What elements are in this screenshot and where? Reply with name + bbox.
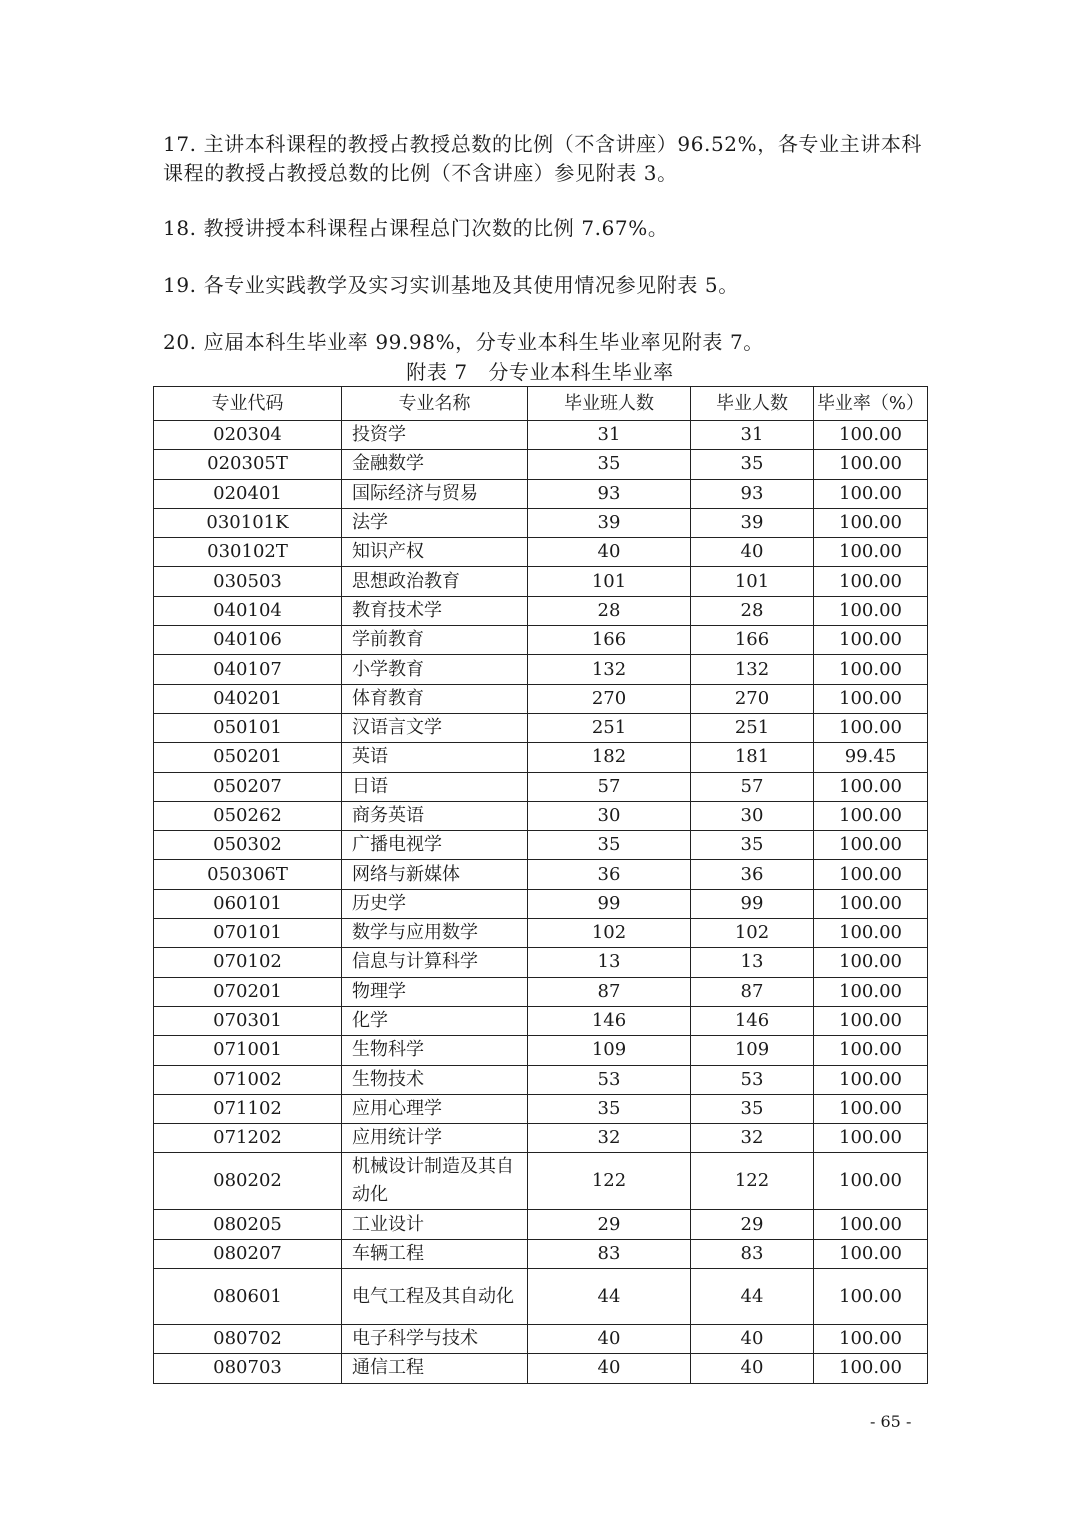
cell-class-size: 35	[528, 450, 691, 479]
cell-major-code: 071002	[154, 1065, 342, 1094]
cell-class-size: 87	[528, 977, 691, 1006]
cell-graduation-rate: 100.00	[814, 626, 928, 655]
cell-major-code: 050201	[154, 743, 342, 772]
cell-graduation-rate: 100.00	[814, 684, 928, 713]
cell-class-size: 93	[528, 479, 691, 508]
cell-major-name: 数学与应用数学	[342, 919, 528, 948]
table-row	[154, 1006, 928, 1035]
cell-class-size: 166	[528, 626, 691, 655]
cell-major-name: 金融数学	[342, 450, 528, 479]
cell-graduates: 122	[691, 1153, 814, 1210]
table-row	[154, 1269, 928, 1325]
cell-graduates: 31	[691, 421, 814, 450]
cell-graduates: 53	[691, 1065, 814, 1094]
cell-major-code: 030101K	[154, 508, 342, 537]
cell-graduation-rate: 100.00	[814, 801, 928, 830]
cell-major-code: 070101	[154, 919, 342, 948]
cell-class-size: 57	[528, 772, 691, 801]
cell-major-name: 小学教育	[342, 655, 528, 684]
header-graduates: 毕业人数	[691, 387, 814, 421]
cell-class-size: 35	[528, 831, 691, 860]
cell-major-name: 思想政治教育	[342, 567, 528, 596]
cell-major-code: 071102	[154, 1094, 342, 1123]
cell-graduation-rate: 100.00	[814, 1354, 928, 1383]
cell-class-size: 53	[528, 1065, 691, 1094]
cell-graduation-rate: 100.00	[814, 1036, 928, 1065]
cell-graduates: 29	[691, 1210, 814, 1239]
cell-graduation-rate: 100.00	[814, 1006, 928, 1035]
table-row	[154, 1325, 928, 1354]
cell-class-size: 122	[528, 1153, 691, 1210]
table-row	[154, 743, 928, 772]
cell-graduation-rate: 100.00	[814, 1153, 928, 1210]
cell-major-code: 050262	[154, 801, 342, 830]
cell-major-code: 040107	[154, 655, 342, 684]
cell-major-code: 070301	[154, 1006, 342, 1035]
cell-graduates: 28	[691, 596, 814, 625]
cell-graduates: 270	[691, 684, 814, 713]
cell-graduates: 40	[691, 1354, 814, 1383]
cell-major-code: 070102	[154, 948, 342, 977]
cell-graduates: 13	[691, 948, 814, 977]
table-row	[154, 508, 928, 537]
page-number: - 65 -	[870, 1412, 912, 1431]
cell-major-name: 车辆工程	[342, 1239, 528, 1268]
cell-graduation-rate: 100.00	[814, 538, 928, 567]
table-row	[154, 1094, 928, 1123]
cell-graduation-rate: 100.00	[814, 1065, 928, 1094]
cell-graduation-rate: 100.00	[814, 508, 928, 537]
table-row	[154, 450, 928, 479]
cell-major-name: 知识产权	[342, 538, 528, 567]
cell-class-size: 101	[528, 567, 691, 596]
cell-major-name: 电气工程及其自动化	[342, 1269, 528, 1325]
table-row	[154, 860, 928, 889]
cell-graduation-rate: 100.00	[814, 1210, 928, 1239]
cell-graduates: 32	[691, 1124, 814, 1153]
cell-class-size: 83	[528, 1239, 691, 1268]
cell-class-size: 146	[528, 1006, 691, 1035]
paragraph-18: 18. 教授讲授本科课程占课程总门次数的比例 7.67%。	[163, 216, 669, 240]
cell-major-code: 060101	[154, 889, 342, 918]
table-row	[154, 596, 928, 625]
paragraph-19: 19. 各专业实践教学及实习实训基地及其使用情况参见附表 5。	[163, 273, 739, 297]
table-body	[154, 421, 928, 1384]
cell-class-size: 251	[528, 713, 691, 742]
table-row	[154, 1124, 928, 1153]
cell-major-code: 040104	[154, 596, 342, 625]
cell-class-size: 40	[528, 538, 691, 567]
table-row	[154, 538, 928, 567]
cell-class-size: 28	[528, 596, 691, 625]
cell-major-name: 网络与新媒体	[342, 860, 528, 889]
cell-graduates: 146	[691, 1006, 814, 1035]
cell-class-size: 102	[528, 919, 691, 948]
cell-major-name: 通信工程	[342, 1354, 528, 1383]
cell-graduates: 40	[691, 1325, 814, 1354]
cell-major-name: 信息与计算科学	[342, 948, 528, 977]
table-row	[154, 479, 928, 508]
cell-graduation-rate: 100.00	[814, 889, 928, 918]
cell-graduates: 39	[691, 508, 814, 537]
cell-graduation-rate: 99.45	[814, 743, 928, 772]
cell-major-code: 050207	[154, 772, 342, 801]
cell-class-size: 40	[528, 1325, 691, 1354]
header-class-size: 毕业班人数	[528, 387, 691, 421]
cell-graduates: 166	[691, 626, 814, 655]
cell-class-size: 13	[528, 948, 691, 977]
cell-graduates: 35	[691, 450, 814, 479]
table-row	[154, 919, 928, 948]
cell-major-name: 机械设计制造及其自动化	[342, 1153, 528, 1210]
cell-graduation-rate: 100.00	[814, 1124, 928, 1153]
cell-major-code: 080205	[154, 1210, 342, 1239]
cell-major-name: 工业设计	[342, 1210, 528, 1239]
table-row	[154, 567, 928, 596]
graduation-rate-table	[153, 386, 928, 1384]
cell-graduation-rate: 100.00	[814, 772, 928, 801]
table-row	[154, 831, 928, 860]
cell-major-name: 日语	[342, 772, 528, 801]
cell-major-code: 020305T	[154, 450, 342, 479]
cell-graduation-rate: 100.00	[814, 919, 928, 948]
cell-major-code: 040106	[154, 626, 342, 655]
cell-major-name: 化学	[342, 1006, 528, 1035]
cell-major-code: 080703	[154, 1354, 342, 1383]
table-row	[154, 977, 928, 1006]
cell-major-name: 应用统计学	[342, 1124, 528, 1153]
cell-class-size: 35	[528, 1094, 691, 1123]
cell-major-code: 050101	[154, 713, 342, 742]
cell-major-code: 020401	[154, 479, 342, 508]
cell-class-size: 99	[528, 889, 691, 918]
paragraph-20: 20. 应届本科生毕业率 99.98%，分专业本科生毕业率见附表 7。	[163, 330, 764, 354]
cell-graduation-rate: 100.00	[814, 1094, 928, 1123]
cell-major-code: 050302	[154, 831, 342, 860]
cell-class-size: 132	[528, 655, 691, 684]
cell-major-name: 应用心理学	[342, 1094, 528, 1123]
header-major-name: 专业名称	[342, 387, 528, 421]
table-row	[154, 948, 928, 977]
cell-graduation-rate: 100.00	[814, 421, 928, 450]
cell-major-code: 020304	[154, 421, 342, 450]
table-row	[154, 1065, 928, 1094]
cell-class-size: 30	[528, 801, 691, 830]
cell-class-size: 39	[528, 508, 691, 537]
cell-major-name: 历史学	[342, 889, 528, 918]
cell-class-size: 36	[528, 860, 691, 889]
cell-graduates: 57	[691, 772, 814, 801]
cell-major-code: 040201	[154, 684, 342, 713]
table-row	[154, 626, 928, 655]
cell-major-code: 030503	[154, 567, 342, 596]
cell-class-size: 29	[528, 1210, 691, 1239]
cell-class-size: 44	[528, 1269, 691, 1325]
cell-graduates: 87	[691, 977, 814, 1006]
cell-major-name: 学前教育	[342, 626, 528, 655]
table-row	[154, 1239, 928, 1268]
cell-graduates: 102	[691, 919, 814, 948]
cell-graduates: 132	[691, 655, 814, 684]
cell-graduation-rate: 100.00	[814, 1239, 928, 1268]
cell-graduation-rate: 100.00	[814, 1269, 928, 1325]
cell-graduation-rate: 100.00	[814, 596, 928, 625]
cell-graduates: 35	[691, 831, 814, 860]
cell-class-size: 40	[528, 1354, 691, 1383]
cell-graduation-rate: 100.00	[814, 567, 928, 596]
cell-graduates: 93	[691, 479, 814, 508]
cell-graduation-rate: 100.00	[814, 831, 928, 860]
table-row	[154, 1354, 928, 1383]
cell-major-name: 法学	[342, 508, 528, 537]
cell-major-name: 电子科学与技术	[342, 1325, 528, 1354]
cell-major-name: 生物科学	[342, 1036, 528, 1065]
table-row	[154, 655, 928, 684]
cell-major-code: 030102T	[154, 538, 342, 567]
cell-major-name: 生物技术	[342, 1065, 528, 1094]
table-row	[154, 421, 928, 450]
header-graduation-rate: 毕业率（%）	[814, 387, 928, 421]
table-row	[154, 1210, 928, 1239]
cell-major-name: 国际经济与贸易	[342, 479, 528, 508]
cell-major-name: 物理学	[342, 977, 528, 1006]
cell-graduates: 36	[691, 860, 814, 889]
cell-major-name: 商务英语	[342, 801, 528, 830]
cell-class-size: 270	[528, 684, 691, 713]
cell-graduates: 101	[691, 567, 814, 596]
cell-graduates: 40	[691, 538, 814, 567]
cell-major-code: 080601	[154, 1269, 342, 1325]
cell-graduates: 35	[691, 1094, 814, 1123]
cell-major-code: 050306T	[154, 860, 342, 889]
table-caption: 附表 7 分专业本科生毕业率	[406, 360, 674, 384]
table-row	[154, 772, 928, 801]
cell-class-size: 109	[528, 1036, 691, 1065]
table-row	[154, 801, 928, 830]
cell-major-name: 体育教育	[342, 684, 528, 713]
cell-graduates: 30	[691, 801, 814, 830]
cell-graduation-rate: 100.00	[814, 860, 928, 889]
table-header-row	[154, 387, 928, 421]
cell-graduates: 99	[691, 889, 814, 918]
cell-graduates: 251	[691, 713, 814, 742]
table-row	[154, 889, 928, 918]
cell-major-code: 080207	[154, 1239, 342, 1268]
cell-major-name: 英语	[342, 743, 528, 772]
cell-graduation-rate: 100.00	[814, 948, 928, 977]
cell-graduates: 83	[691, 1239, 814, 1268]
cell-major-name: 广播电视学	[342, 831, 528, 860]
cell-graduation-rate: 100.00	[814, 479, 928, 508]
cell-graduation-rate: 100.00	[814, 1325, 928, 1354]
table-row	[154, 1153, 928, 1210]
cell-major-name: 汉语言文学	[342, 713, 528, 742]
header-major-code: 专业代码	[154, 387, 342, 421]
cell-class-size: 182	[528, 743, 691, 772]
paragraph-17: 17. 主讲本科课程的教授占教授总数的比例（不含讲座）96.52%，各专业主讲本科课程的教授占教授总数的比例（不含讲座）参见附表 3。	[163, 132, 923, 185]
cell-class-size: 31	[528, 421, 691, 450]
cell-major-code: 071001	[154, 1036, 342, 1065]
cell-major-code: 080202	[154, 1153, 342, 1210]
cell-graduation-rate: 100.00	[814, 713, 928, 742]
cell-major-name: 教育技术学	[342, 596, 528, 625]
cell-graduates: 181	[691, 743, 814, 772]
cell-graduates: 44	[691, 1269, 814, 1325]
cell-major-name: 投资学	[342, 421, 528, 450]
cell-graduation-rate: 100.00	[814, 450, 928, 479]
cell-graduation-rate: 100.00	[814, 977, 928, 1006]
cell-major-code: 070201	[154, 977, 342, 1006]
table-row	[154, 684, 928, 713]
cell-major-code: 071202	[154, 1124, 342, 1153]
cell-class-size: 32	[528, 1124, 691, 1153]
cell-major-code: 080702	[154, 1325, 342, 1354]
cell-graduation-rate: 100.00	[814, 655, 928, 684]
cell-graduates: 109	[691, 1036, 814, 1065]
table-row	[154, 1036, 928, 1065]
table-row	[154, 713, 928, 742]
